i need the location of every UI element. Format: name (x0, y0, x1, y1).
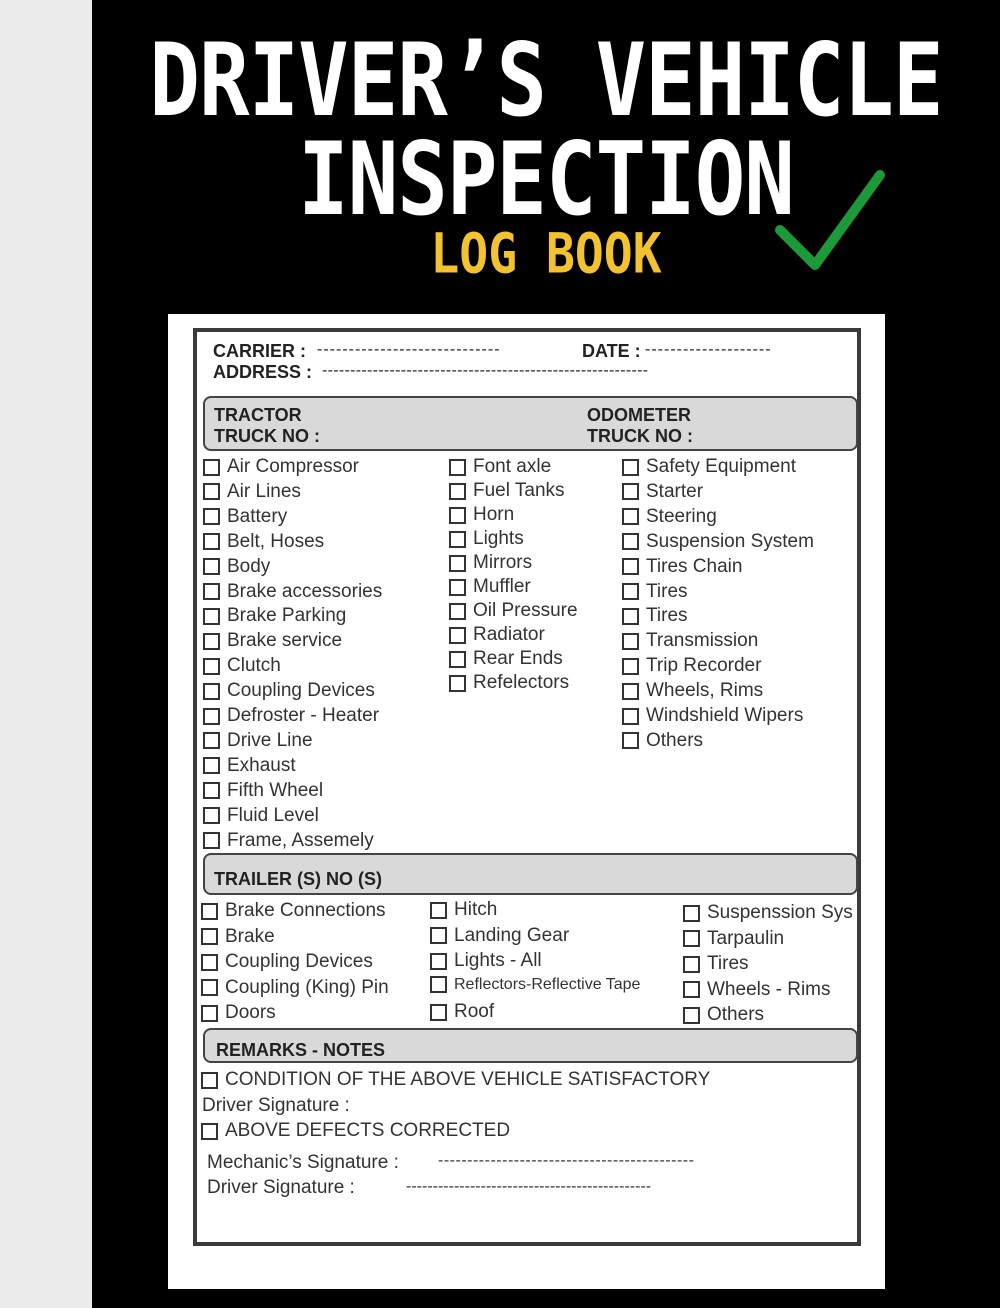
checklist-item[interactable] (430, 1001, 494, 1023)
condition-satisfactory-label: CONDITION OF THE ABOVE VEHICLE SATISFACTORY (225, 1069, 711, 1090)
checklist-item-label: Suspenssion Sys (707, 902, 853, 923)
checklist-item-label: Tires Chain (646, 555, 743, 577)
checklist-item-label: Muffler (473, 576, 531, 597)
checklist-item-label: Drive Line (227, 729, 313, 751)
checklist-item-label: Fifth Wheel (227, 779, 324, 801)
checklist-item[interactable] (203, 755, 296, 777)
checklist-item[interactable] (203, 531, 324, 553)
address-label: ADDRESS : (213, 362, 313, 382)
date-label: DATE : (582, 341, 641, 361)
checkbox-icon[interactable] (201, 1123, 218, 1140)
checkbox-icon[interactable] (203, 633, 220, 650)
checkbox-icon[interactable] (430, 927, 447, 944)
date-line[interactable]: -------------------- (645, 341, 772, 358)
cover-title-line1: DRIVER’S VEHICLE (149, 21, 943, 139)
checklist-item[interactable] (203, 655, 281, 677)
checkbox-icon[interactable] (203, 459, 220, 476)
checkbox-icon[interactable] (430, 953, 447, 970)
checklist-item[interactable] (683, 928, 784, 950)
checklist-item-label: Brake (225, 925, 275, 947)
checklist-item-label: Others (707, 1004, 765, 1025)
checklist-item[interactable] (430, 976, 640, 994)
checklist-item[interactable] (683, 953, 749, 975)
remarks-header-band (203, 1028, 858, 1063)
checkbox-icon[interactable] (201, 903, 218, 920)
tractor-label: TRACTOR (214, 405, 302, 425)
checklist-item-label: Suspension System (646, 530, 814, 552)
cover-subtitle: LOG BOOK (430, 221, 662, 287)
checkbox-icon[interactable] (201, 1072, 218, 1089)
checklist-item[interactable] (622, 581, 688, 603)
checklist-item[interactable] (430, 950, 542, 972)
checkbox-icon[interactable] (201, 979, 218, 996)
checklist-item[interactable] (203, 730, 313, 752)
checkbox-icon[interactable] (430, 902, 447, 919)
checkbox-icon[interactable] (622, 508, 639, 525)
carrier-line[interactable]: ----------------------------- (317, 341, 501, 358)
checklist-item-label: Clutch (227, 655, 281, 677)
checklist-item-label: Rear Ends (473, 648, 563, 669)
checkbox-icon[interactable] (201, 928, 218, 945)
checklist-item[interactable] (201, 900, 386, 922)
checklist-item-label: Lights - All (454, 950, 542, 971)
checklist-item-label: Coupling Devices (227, 680, 375, 702)
checkbox-icon[interactable] (203, 483, 220, 500)
checkbox-icon[interactable] (203, 683, 220, 700)
checklist-item[interactable] (203, 556, 270, 578)
checklist-item-label: Coupling Devices (225, 951, 373, 972)
checkbox-icon[interactable] (449, 531, 466, 548)
checkbox-icon[interactable] (203, 832, 220, 849)
condition-satisfactory-checkbox[interactable] (201, 1069, 710, 1091)
checkbox-icon[interactable] (449, 507, 466, 524)
checkbox-icon[interactable] (622, 708, 639, 725)
checklist-item[interactable] (203, 680, 375, 702)
checklist-item-label: Roof (454, 1001, 495, 1022)
odometer-truck-no-label: TRUCK NO : (587, 426, 693, 446)
trailer-header-band (203, 853, 858, 895)
carrier-label: CARRIER : (213, 341, 306, 361)
checkbox-icon[interactable] (203, 583, 220, 600)
checklist-item-label: Exhaust (227, 754, 296, 776)
checklist-item[interactable] (449, 648, 563, 670)
checklist-item[interactable] (449, 504, 514, 526)
mechanic-signature-line[interactable]: -------------------------------------------- (438, 1152, 695, 1169)
checkbox-icon[interactable] (203, 708, 220, 725)
checklist-item[interactable] (449, 552, 532, 574)
checklist-item-label: Coupling (King) Pin (225, 976, 389, 998)
checklist-item[interactable] (201, 926, 275, 948)
checkbox-icon[interactable] (203, 508, 220, 525)
checklist-item-label: Mirrors (473, 552, 533, 573)
checkbox-icon[interactable] (203, 558, 220, 575)
checkbox-icon[interactable] (430, 1004, 447, 1021)
checklist-item-label: Fluid Level (227, 804, 319, 826)
checklist-item[interactable] (622, 730, 703, 752)
checklist-item-label: Tires (646, 605, 688, 627)
checklist-item-label: Steering (646, 505, 717, 527)
checklist-item[interactable] (201, 1002, 276, 1024)
checklist-item[interactable] (622, 506, 717, 528)
odometer-label: ODOMETER (587, 405, 692, 425)
checklist-item[interactable] (203, 506, 287, 528)
checkbox-icon[interactable] (622, 533, 639, 550)
checkbox-icon[interactable] (622, 683, 639, 700)
checklist-item-label: Brake Parking (227, 605, 347, 627)
checklist-item[interactable] (203, 630, 342, 652)
checkbox-icon[interactable] (622, 658, 639, 675)
checklist-item-label: Frame, Assemely (227, 829, 374, 851)
checkmark-icon (775, 170, 885, 275)
checklist-item[interactable] (449, 576, 531, 598)
checklist-item-label: Windshield Wipers (646, 705, 804, 726)
checklist-item[interactable] (449, 672, 569, 694)
driver-signature-line[interactable]: ---------------------------------------------- (406, 1178, 652, 1195)
checkbox-icon[interactable] (203, 807, 220, 824)
checklist-item[interactable] (683, 902, 853, 924)
checklist-item-label: Body (227, 555, 271, 577)
checkbox-icon[interactable] (683, 981, 700, 998)
checklist-item-label: Tires (646, 580, 688, 602)
checklist-item-label: Horn (473, 504, 515, 525)
checklist-item[interactable] (201, 951, 373, 973)
checklist-item-label: Refelectors (473, 672, 570, 693)
remarks-label: REMARKS - NOTES (216, 1040, 386, 1060)
checkbox-icon[interactable] (203, 782, 220, 799)
checklist-item[interactable] (203, 705, 379, 727)
checklist-item[interactable] (201, 977, 389, 999)
checklist-item[interactable] (449, 480, 565, 502)
checkbox-icon[interactable] (622, 608, 639, 625)
checklist-item-label: Doors (225, 1002, 276, 1023)
checklist-item[interactable] (203, 481, 301, 503)
trailer-label: TRAILER (S) NO (S) (214, 869, 382, 889)
defects-corrected-checkbox[interactable] (201, 1120, 510, 1142)
checklist-item[interactable] (622, 456, 796, 478)
checklist-item-label: Transmission (646, 630, 759, 652)
checkbox-icon[interactable] (203, 658, 220, 675)
checklist-item-label: Starter (646, 480, 704, 502)
checkbox-icon[interactable] (683, 956, 700, 973)
tractor-header-band (203, 396, 858, 451)
book-spine (0, 0, 92, 1308)
checklist-item-label: Font axle (473, 456, 552, 477)
checklist-item-label: Trip Recorder (646, 655, 762, 677)
checkbox-icon[interactable] (430, 976, 447, 993)
checklist-item[interactable] (430, 899, 497, 921)
checkbox-icon[interactable] (201, 1005, 218, 1022)
checklist-item[interactable] (203, 581, 382, 603)
address-line[interactable]: ---------------------------------------------------------- (322, 362, 649, 379)
checklist-item[interactable] (622, 630, 758, 652)
checkbox-icon[interactable] (449, 459, 466, 476)
checkbox-icon[interactable] (203, 757, 220, 774)
checkbox-icon[interactable] (622, 732, 639, 749)
checklist-item-label: Brake service (227, 630, 343, 652)
checklist-item-label: Air Lines (227, 480, 301, 502)
checkbox-icon[interactable] (449, 579, 466, 596)
driver-signature-label-1: Driver Signature : (202, 1095, 350, 1116)
checkbox-icon[interactable] (201, 954, 218, 971)
tractor-truck-no-label: TRUCK NO : (214, 426, 320, 446)
checklist-item-label: Tires (707, 953, 749, 974)
checklist-item[interactable] (622, 680, 763, 702)
checklist-item-label: Battery (227, 505, 288, 527)
checklist-item-label: Fuel Tanks (473, 480, 565, 501)
checklist-item-label: Brake Connections (225, 900, 386, 921)
checkbox-icon[interactable] (203, 533, 220, 550)
checklist-item-label: Oil Pressure (473, 600, 578, 621)
checklist-item[interactable] (203, 605, 346, 627)
checklist-item[interactable] (622, 705, 803, 727)
checklist-item[interactable] (203, 830, 374, 852)
checklist-item[interactable] (449, 624, 545, 646)
driver-signature-label-2: Driver Signature : (207, 1177, 355, 1198)
checklist-item[interactable] (683, 1004, 764, 1026)
checkbox-icon[interactable] (622, 558, 639, 575)
checklist-item-label: Air Compressor (227, 456, 359, 477)
checklist-item-label: Tarpaulin (707, 927, 785, 949)
checkbox-icon[interactable] (449, 651, 466, 668)
checklist-item-label: Belt, Hoses (227, 530, 325, 552)
checklist-item-label: Brake accessories (227, 580, 383, 602)
checkbox-icon[interactable] (683, 1007, 700, 1024)
checkbox-icon[interactable] (683, 930, 700, 947)
checklist-item[interactable] (430, 925, 569, 947)
checkbox-icon[interactable] (449, 627, 466, 644)
checklist-item[interactable] (203, 456, 359, 478)
checklist-item[interactable] (203, 805, 319, 827)
checkbox-icon[interactable] (622, 633, 639, 650)
checklist-item-label: Safety Equipment (646, 456, 796, 477)
checklist-item[interactable] (622, 605, 688, 627)
checklist-item[interactable] (683, 979, 831, 1001)
checklist-item-label: Wheels, Rims (646, 680, 764, 702)
checklist-item[interactable] (449, 528, 524, 550)
checklist-item[interactable] (449, 456, 551, 478)
checkbox-icon[interactable] (203, 608, 220, 625)
checkbox-icon[interactable] (449, 483, 466, 500)
checkbox-icon[interactable] (622, 483, 639, 500)
checklist-item-label: Landing Gear (454, 924, 570, 946)
checklist-item[interactable] (203, 780, 323, 802)
checklist-item[interactable] (449, 600, 578, 622)
checkbox-icon[interactable] (449, 603, 466, 620)
checkbox-icon[interactable] (683, 905, 700, 922)
checkbox-icon[interactable] (203, 732, 220, 749)
checklist-item-label: Defroster - Heater (227, 705, 380, 726)
checklist-item[interactable] (622, 556, 742, 578)
checklist-item-label: Hitch (454, 899, 498, 920)
cover-title-line2: INSPECTION (298, 120, 794, 238)
checklist-item[interactable] (622, 655, 761, 677)
checklist-item-label: Lights (473, 528, 524, 549)
checklist-item-label: Reflectors-Reflective Tape (454, 975, 641, 993)
checkbox-icon[interactable] (622, 459, 639, 476)
checklist-item[interactable] (622, 531, 814, 553)
checkbox-icon[interactable] (449, 555, 466, 572)
checklist-item-label: Wheels - Rims (707, 978, 831, 1000)
checkbox-icon[interactable] (622, 583, 639, 600)
checklist-item[interactable] (622, 481, 703, 503)
checklist-item-label: Radiator (473, 624, 545, 645)
checklist-item-label: Others (646, 729, 704, 751)
mechanic-signature-label: Mechanic’s Signature : (207, 1152, 399, 1173)
defects-corrected-label: ABOVE DEFECTS CORRECTED (225, 1120, 511, 1141)
checkbox-icon[interactable] (449, 675, 466, 692)
